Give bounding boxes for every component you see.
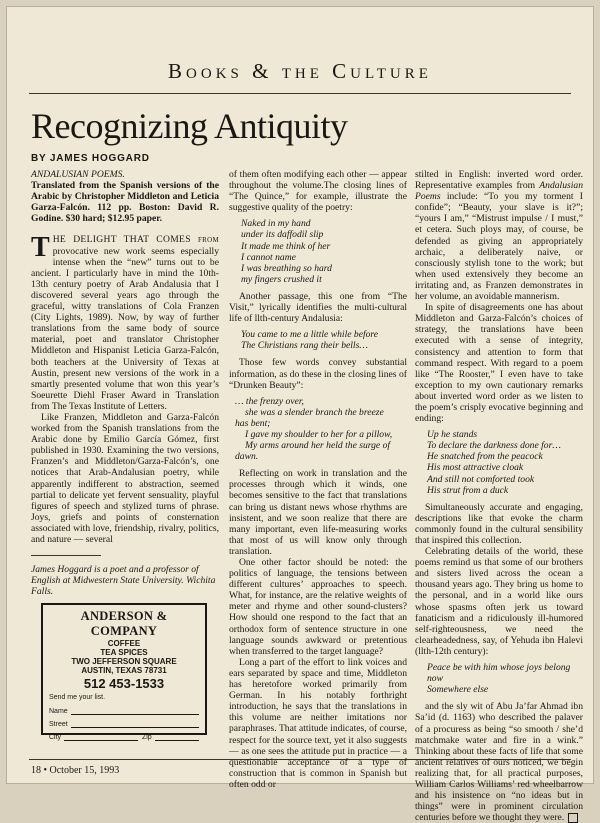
book-title: ANDALUSIAN POEMS. bbox=[31, 169, 125, 180]
magazine-page bbox=[6, 6, 594, 823]
paragraph bbox=[31, 234, 219, 412]
paragraph: Reflecting on work in translation and the processes through which it winds, one becomes sensitive to the fact that translations can bring us distant news whose rhythms are insistent, and we soon realize that there are many important, even life-measuring works that most of us will know only through translation. bbox=[229, 468, 407, 557]
ad-line: AUSTIN, TEXAS 78731 bbox=[81, 666, 167, 675]
ad-phone: 512 453-1533 bbox=[83, 676, 165, 691]
poem-line: You came to me a little while before bbox=[241, 329, 379, 341]
paragraph: Those few words convey substantial information, as do these in the closing lines of “Drunken Beauty”: bbox=[229, 357, 407, 391]
poem-line: Somewhere else bbox=[427, 684, 489, 696]
poem-line: He snatched from the peacock bbox=[427, 451, 543, 463]
field-line bbox=[155, 732, 199, 741]
poem-line: My arms around her held the surge of bbox=[245, 440, 391, 452]
field-line bbox=[71, 719, 199, 728]
ad-form-label: Send me your list. bbox=[49, 694, 106, 701]
poem-line: I was breathing so hard bbox=[241, 262, 332, 274]
ad-name-field bbox=[49, 702, 199, 715]
ad-line: TWO JEFFERSON SQUARE bbox=[71, 657, 177, 666]
poem-line: The Christians rang their bells… bbox=[241, 340, 368, 352]
poem-line: Peace be with him whose joys belong now bbox=[427, 662, 571, 685]
ad-city-zip-field bbox=[49, 728, 199, 741]
poem-line: I cannot name bbox=[241, 251, 296, 263]
poem-line: my fingers crushed it bbox=[241, 273, 322, 285]
end-mark-icon bbox=[568, 813, 578, 823]
column-2 bbox=[229, 169, 407, 790]
paragraph-text: and the sly wit of Abu Ja’far Ahmad ibn Sa’id (d. 1163) who described the palaver of a procuress as being “so smooth / she’d matchmake water and fire in a wink.” Thinking about these facts of life that some ancient relatives of ours noticed, we begin realizing that, for all practical purposes, William Carlos Williams’ red wheelbarrow and his insistence on “no ideas but in things” were in prominent circulation centuries before we thought they were. bbox=[415, 701, 583, 823]
lead-in: HE DELIGHT THAT COMES from bbox=[52, 234, 219, 246]
column-3 bbox=[415, 169, 583, 823]
paragraph bbox=[415, 169, 583, 302]
ad-street-field bbox=[49, 715, 199, 728]
field-line bbox=[64, 732, 138, 741]
poem-halevi bbox=[427, 662, 583, 695]
paragraph-text: stilted in English: inverted word order. Representative examples from bbox=[415, 169, 583, 192]
paragraph-text: provocative new work seems especially intense when the “new” turns out to be ancient. I particularly have in mind the 10th-13th century poetry of Arab Andalusia that I discovered several years ago through the graceful, witty translations of Cola Franzen (City Lights, 1989). Now, by way of further translations from the same body of source material, poet and translator Christopher Middleton and Hispanist Leticia Garza-Falcón, both teachers at the University of Texas at Austin, present new versions of the work in a smartly presented volume that won this year’s Soeurette Diehl Fraser Award in Translation from The Texas Institute of Letters. bbox=[31, 245, 219, 412]
poem-line: His most attractive cloak bbox=[427, 462, 524, 474]
poem-line: dawn. bbox=[235, 451, 259, 463]
paragraph bbox=[415, 701, 583, 823]
poem-line: Up he stands bbox=[427, 429, 478, 441]
field-label: Name bbox=[49, 708, 68, 715]
ad-line: TEA SPICES bbox=[100, 648, 148, 657]
poem-visit bbox=[241, 329, 407, 351]
drop-cap: T bbox=[31, 232, 50, 264]
field-line bbox=[71, 706, 199, 715]
ad-line: COFFEE bbox=[107, 639, 141, 648]
poem-line: … the frenzy over, bbox=[235, 395, 304, 407]
poem-line: I gave my shoulder to her for a pillow, bbox=[245, 428, 393, 440]
paragraph-text: include: “To you my torment I confide”; “Beauty, your slave is it?”; “yours I am,” “Mistrust impulse / I must,” et cetera. Such ploys may, of course, be defended as giving an appropriately archaic, a deliberately naive, or consciously stylish tone to the work; but when used extensively they become an irritating and, as Franzen demonstrates in her volume, an avoidable mannerism. bbox=[415, 191, 583, 303]
byline: BY JAMES HOGGARD bbox=[31, 153, 150, 164]
paragraph: In spite of disagreements one has about Middleton and Garza-Falcón’s choices of strategy, the translations have been executed with a sense of integrity, consistency and attention to form that command respect. With regard to a poem like “The Rooster,” I even have to take exception to my own cautionary remarks about inverted word order as we listen to the poem’s crisply evocative beginning and ending: bbox=[415, 302, 583, 425]
ad-company-name: ANDERSON & COMPANY bbox=[80, 609, 168, 638]
paragraph: Long a part of the effort to link voices and ears separated by space and time, Middleton has heretofore worked primarily from German. In his notably forthright introduction, he says that the translations in this volume are neither imitations nor paraphrases. That attitude indicates, of course, respect for the source text, yet it also suggests — as one sees the attitude put in practice — a questionable acceptance of a type of construction that is common in Spanish but often odd or bbox=[229, 656, 407, 790]
field-label: Street bbox=[49, 721, 68, 728]
poem-line: has bent; bbox=[235, 417, 271, 429]
field-label: Zip bbox=[141, 734, 152, 741]
section-header: Books & the Culture bbox=[168, 59, 432, 83]
page-footer: 18 • October 15, 1993 bbox=[31, 765, 120, 776]
paragraph: of them often modifying each other — appear throughout the volume.The closing lines of “The Quince,” for example, illustrate the suggestive quality of the poetry: bbox=[229, 169, 407, 214]
poem-line: To declare the darkness done for… bbox=[427, 440, 561, 452]
author-bio: James Hoggard is a poet and a professor of English at Midwestern State University. Wichita Falls. bbox=[31, 564, 216, 598]
poem-drunken-beauty bbox=[235, 396, 407, 463]
poem-line: Naked in my hand bbox=[241, 218, 311, 230]
book-reference: Andalusian Poems bbox=[415, 180, 583, 203]
header-rule bbox=[29, 93, 571, 94]
advertisement-box bbox=[41, 603, 207, 741]
poem-line: It made me think of her bbox=[241, 240, 331, 252]
bio-divider bbox=[31, 555, 101, 556]
poem-line: His strut from a duck bbox=[427, 484, 509, 496]
field-label: City bbox=[49, 734, 62, 741]
paragraph: Simultaneously accurate and engaging, descriptions like that evoke the charm commonly found in the cultural sensibility that inspired this collection. bbox=[415, 501, 583, 546]
poem-line: under its daffodil slip bbox=[241, 229, 324, 241]
paragraph: Another passage, this one from “The Visit,” lyrically identifies the multi-cultural life of llth-century Andalusia: bbox=[229, 290, 407, 325]
paragraph: Like Franzen, Middleton and Garza-Falcón worked from the Spanish translations from the Arabic done by Emilio García Gómez, first published in 1930. Examining the two versions, Franzen’s and Middleton/Garza-Falcón’s, one notices that Arab-Andalusian poetry, while apparently indifferent to abstraction, seemed partial to delicate yet fervent sensuality, playful figures of speech and stylized turns of phrase. Joys, griefs and points of consternation associated with love, friendship, rivalry, politics, and nature — several bbox=[31, 411, 219, 545]
footer-rule bbox=[29, 759, 571, 760]
poem-quince bbox=[241, 218, 407, 285]
paragraph: Celebrating details of the world, these poems remind us that some of our brothers and sisters lived across the ocean a thousand years ago. They bring us home to the personal, and in a world like ours whose spasms often jerk us toward fanaticism and a ridiculously ill-humored self-righteousness, we need the clearheadedness, say, of Yehuda ibn Halevi (llth-12th century): bbox=[415, 546, 583, 657]
article-title: Recognizing Antiquity bbox=[31, 106, 348, 146]
poem-line: she was a slender branch the breeze bbox=[245, 406, 384, 418]
column-1 bbox=[31, 169, 219, 597]
poem-rooster bbox=[427, 429, 583, 496]
poem-line: And still not comforted took bbox=[427, 473, 535, 485]
paragraph: One other factor should be noted: the politics of language, the tensions between different cultures’ approaches to speech. What, for instance, are the relative weights of meter and rhyme and other sound-clusters? How should one respond to the fact that an orthodox form of sentence structure in one language sounds awkward or pretentious when transferred to the target language? bbox=[229, 557, 407, 657]
book-info: Translated from the Spanish versions of the Arabic by Christopher Middleton and Leticia Garza-Falcón. 112 pp. Boston: David R. Godine. $30 hard; $12.95 paper. bbox=[31, 180, 219, 225]
